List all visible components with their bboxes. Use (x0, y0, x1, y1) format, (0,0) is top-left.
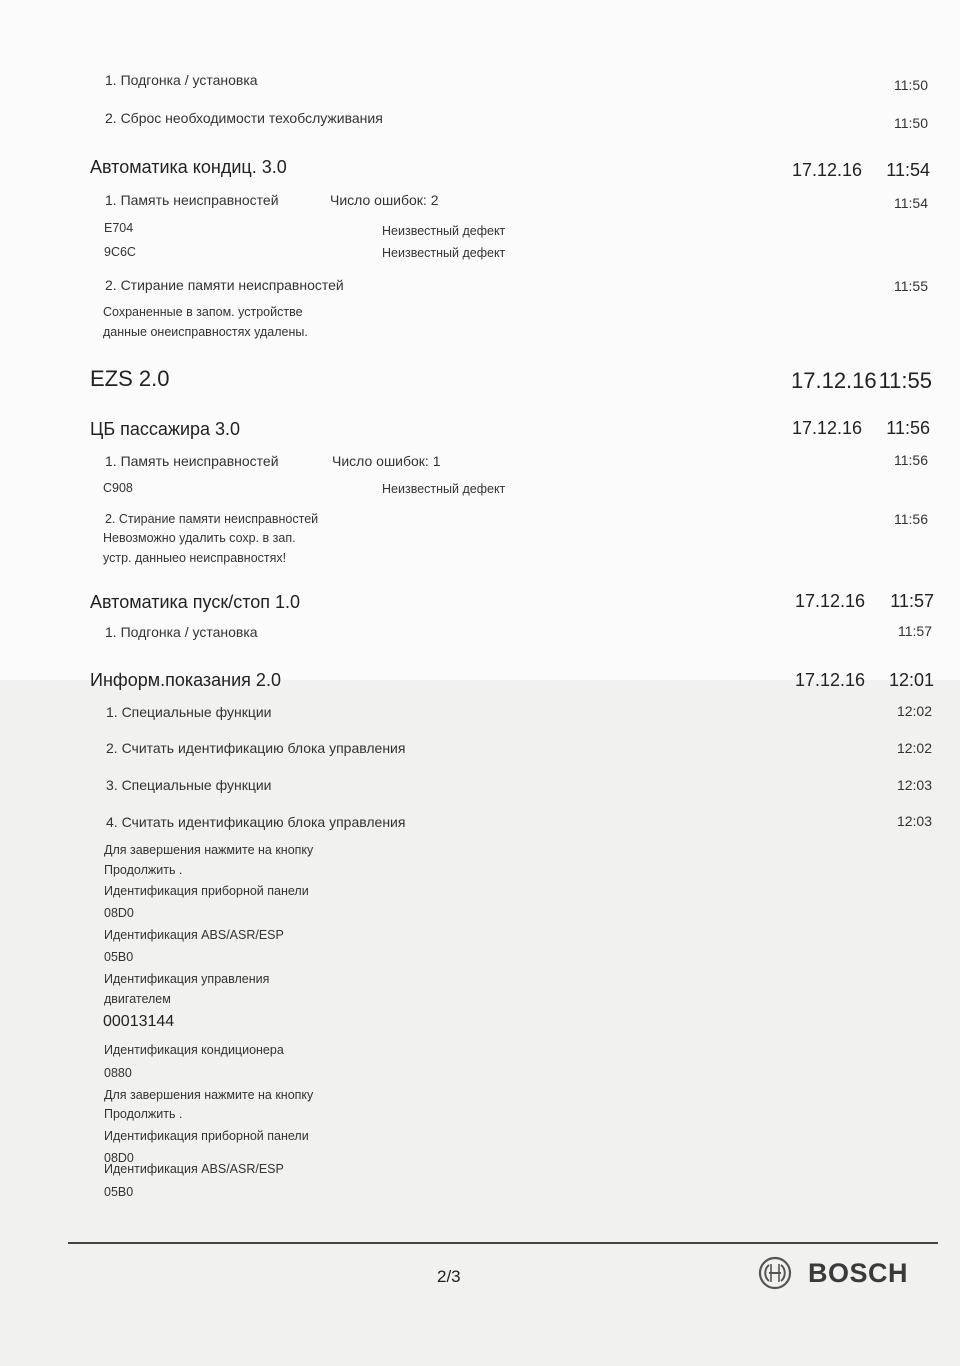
section-title: Автоматика кондиц. 3.0 (90, 157, 287, 177)
page-number: 2/3 (437, 1267, 461, 1286)
fault-code: E704 (104, 221, 134, 235)
section-time: 11:57 (890, 591, 934, 611)
step-time: 12:03 (896, 813, 932, 829)
step-time: 11:55 (894, 278, 928, 294)
step-label: 4. Считать идентификацию блока управления (106, 814, 406, 830)
step-label: 2. Стирание памяти неисправностей (105, 512, 319, 526)
step-time: 11:57 (898, 623, 932, 639)
fault-count: Число ошибок: 2 (330, 192, 439, 208)
section-title: Информ.показания 2.0 (90, 670, 281, 690)
info-line: Для завершения нажмите на кнопку (104, 843, 314, 857)
footer-divider (68, 1242, 938, 1244)
info-line: Для завершения нажмите на кнопку (104, 1088, 314, 1102)
step-label: 2. Стирание памяти неисправностей (105, 277, 344, 293)
section-date: 17.12.16 (791, 368, 877, 393)
step-label: 1. Специальные функции (106, 704, 272, 720)
step-time: 11:56 (894, 511, 928, 527)
fault-desc: Неизвестный дефект (382, 482, 506, 496)
info-line: 05B0 (104, 950, 134, 964)
step-label: 1. Подгонка / установка (105, 624, 258, 640)
row-label: 2. Сброс необходимости техобслуживания (105, 110, 383, 126)
row-time: 11:50 (894, 77, 928, 93)
fault-desc: Неизвестный дефект (382, 224, 506, 238)
paper-upper-fold (0, 0, 960, 680)
step-time: 11:54 (894, 195, 928, 211)
step-label: 1. Память неисправностей (105, 453, 279, 469)
section-time: 12:01 (888, 670, 934, 690)
section-date: 17.12.16 (795, 591, 866, 611)
step-label: 1. Память неисправностей (105, 192, 279, 208)
row-time: 11:50 (894, 115, 928, 131)
section-date: 17.12.16 (795, 670, 866, 690)
section-time: 11:56 (886, 418, 930, 438)
info-line: Идентификация ABS/ASR/ESP (104, 1162, 284, 1176)
step-time: 12:03 (896, 777, 932, 793)
info-line: 05B0 (104, 1185, 134, 1199)
step-label: 2. Считать идентификацию блока управления (106, 740, 406, 756)
info-line: Идентификация приборной панели (104, 1129, 309, 1143)
step-time: 12:02 (896, 703, 932, 719)
info-line: Идентификация ABS/ASR/ESP (104, 928, 284, 942)
step-time: 11:56 (894, 452, 928, 468)
info-line: Продолжить . (104, 863, 183, 877)
step-time: 12:02 (896, 740, 932, 756)
section-title: ЦБ пассажира 3.0 (90, 419, 241, 439)
info-line: Идентификация приборной панели (104, 884, 309, 898)
fault-code: C908 (103, 481, 133, 495)
brand-logo (758, 1256, 908, 1290)
bosch-armature-icon (758, 1256, 792, 1290)
step-label: 3. Специальные функции (106, 777, 272, 793)
section-date: 17.12.16 (792, 418, 863, 438)
note-line: Сохраненные в запом. устройстве (103, 305, 303, 319)
info-line: двигателем (104, 992, 171, 1006)
section-title: Автоматика пуск/стоп 1.0 (90, 592, 301, 612)
info-line: 08D0 (104, 906, 134, 920)
row-label: 1. Подгонка / установка (105, 72, 258, 88)
section-title: EZS 2.0 (90, 366, 170, 391)
info-line: Продолжить . (104, 1107, 183, 1121)
info-line: Идентификация кондиционера (104, 1043, 284, 1057)
fault-code: 9C6C (104, 245, 136, 259)
section-time: 11:55 (878, 368, 932, 393)
note-line: Невозможно удалить сохр. в зап. (103, 531, 296, 545)
brand-name: BOSCH (808, 1257, 909, 1288)
info-line: Идентификация управления (104, 972, 270, 986)
info-line: 08D0 (104, 1151, 134, 1165)
note-line: данные онеисправностях удалены. (103, 325, 308, 339)
fault-desc: Неизвестный дефект (382, 246, 506, 260)
fault-count: Число ошибок: 1 (332, 453, 441, 469)
info-line: 0880 (104, 1066, 132, 1080)
note-line: устр. данныео неисправностях! (103, 551, 287, 565)
section-time: 11:54 (886, 160, 930, 180)
section-date: 17.12.16 (792, 160, 863, 180)
info-line: 00013144 (103, 1013, 175, 1030)
